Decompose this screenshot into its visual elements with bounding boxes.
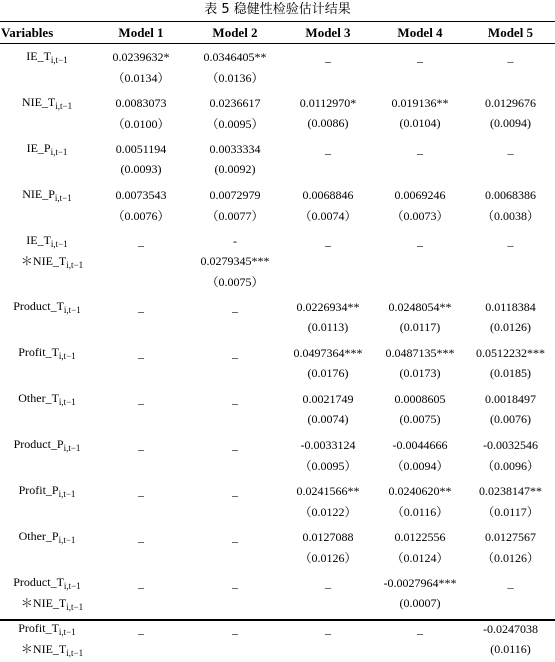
std-error-cell: (0.0094) <box>490 115 531 130</box>
variable-cell <box>0 251 94 271</box>
variable-name: Other_T <box>18 391 59 405</box>
std-error-cell: （0.0126） <box>299 550 357 565</box>
table-row <box>0 340 555 363</box>
variable-cell <box>0 409 94 432</box>
variable-cell <box>0 639 94 662</box>
std-error-cell <box>94 455 188 478</box>
coefficient-cell: _ <box>417 233 423 248</box>
header-model-3: Model 3 <box>305 25 351 40</box>
variable-cell <box>0 182 94 205</box>
coefficient-cell: _ <box>507 233 514 248</box>
coefficient-cell: 0.0240620** <box>388 483 452 498</box>
variable-subscript: i,t−1 <box>66 260 84 270</box>
table-row <box>0 639 555 662</box>
table-row <box>0 251 555 271</box>
std-error-cell <box>94 639 188 662</box>
variable-cell <box>0 113 94 136</box>
table-row <box>0 90 555 113</box>
header-model-1: Model 1 <box>118 25 164 40</box>
coefficient-cell: _ <box>325 233 331 248</box>
variable-cell <box>0 317 94 340</box>
coefficient-cell: _ <box>417 141 423 156</box>
std-error-cell <box>282 593 374 616</box>
results-table <box>0 22 555 662</box>
coefficient-cell: _ <box>138 575 144 590</box>
coefficient-cell: 0.0021749 <box>302 391 354 406</box>
coefficient-cell: 0.0346405** <box>203 49 267 64</box>
std-error-cell: （0.0076） <box>112 208 170 223</box>
std-error-cell: (0.0126) <box>490 319 531 334</box>
coefficient-cell: _ <box>138 483 144 498</box>
variable-subscript: i,t−1 <box>66 602 84 612</box>
std-error-cell: （0.0077） <box>206 208 264 223</box>
coefficient-cell: 0.0497364*** <box>293 345 363 360</box>
coefficient-cell: _ <box>232 437 238 452</box>
table-row <box>0 478 555 501</box>
variable-name: ＊NIE_T <box>20 596 67 610</box>
std-error-cell: (0.0185) <box>490 365 531 380</box>
table-row <box>0 205 555 228</box>
coefficient-cell: -0.0032546 <box>483 437 538 452</box>
coefficient-cell: 0.0239632* <box>112 49 170 64</box>
variable-cell <box>0 228 94 251</box>
variable-name: NIE_P <box>22 187 55 201</box>
variable-subscript: i,t−1 <box>55 101 73 111</box>
std-error-cell: (0.0076) <box>490 411 531 426</box>
coefficient-cell: -0.0247038 <box>483 621 538 636</box>
variable-subscript: i,t−1 <box>58 535 76 545</box>
coefficient-cell: 0.0068386 <box>485 187 536 202</box>
std-error-cell <box>94 363 188 386</box>
variable-cell <box>0 432 94 455</box>
std-error-cell: （0.0124） <box>391 550 449 565</box>
coefficient-cell: 0.0238147** <box>479 483 542 498</box>
coefficient-cell: 0.0018497 <box>485 391 536 406</box>
std-error-cell <box>466 159 555 182</box>
table-row <box>0 44 555 67</box>
coefficient-cell: _ <box>507 141 514 156</box>
coefficient-cell: - <box>233 233 237 248</box>
coefficient-cell: _ <box>138 529 144 544</box>
coefficient-cell: _ <box>138 345 144 360</box>
std-error-cell <box>94 547 188 570</box>
coefficient-cell: _ <box>417 621 423 636</box>
std-error-cell <box>282 639 374 662</box>
std-error-cell: (0.0117) <box>399 319 441 334</box>
std-error-cell <box>94 501 188 524</box>
std-error-cell: (0.0104) <box>399 115 441 130</box>
table-row <box>0 524 555 547</box>
variable-name: Product_T <box>13 575 64 589</box>
variable-subscript: i,t−1 <box>63 443 81 453</box>
std-error-cell: (0.0007) <box>399 595 441 610</box>
coefficient-cell: 0.0236617 <box>209 95 261 110</box>
coefficient-cell: 0.0127088 <box>302 529 354 544</box>
coefficient-cell: 0.0487135*** <box>385 345 455 360</box>
std-error-cell: （0.0074） <box>299 208 357 223</box>
std-error-cell <box>188 317 282 340</box>
coefficient-cell: -0.0027964*** <box>383 575 457 590</box>
coefficient-cell: _ <box>138 621 144 636</box>
coefficient-cell <box>374 251 466 271</box>
variable-cell <box>0 547 94 570</box>
coefficient-cell: _ <box>325 49 331 64</box>
table-row <box>0 363 555 386</box>
coefficient-cell <box>282 251 374 271</box>
table-row <box>0 501 555 524</box>
table-row <box>0 113 555 136</box>
std-error-cell <box>188 593 282 616</box>
std-error-cell <box>94 409 188 432</box>
coefficient-cell: 0.019136** <box>391 95 449 110</box>
variable-name: Profit_P <box>18 483 59 497</box>
coefficient-cell: _ <box>417 49 423 64</box>
variable-subscript: i,t−1 <box>63 581 81 591</box>
table-row <box>0 136 555 159</box>
variable-name: ＊NIE_T <box>20 642 67 656</box>
std-error-cell: (0.0173) <box>399 365 441 380</box>
std-error-cell <box>282 271 374 294</box>
coefficient-cell <box>94 251 188 271</box>
table-row <box>0 67 555 90</box>
std-error-cell: （0.0122） <box>299 504 357 519</box>
table-row <box>0 228 555 251</box>
variable-cell <box>0 271 94 294</box>
variable-cell <box>0 363 94 386</box>
variable-cell <box>0 205 94 228</box>
variable-name: Product_T <box>13 299 64 313</box>
std-error-cell: （0.0126） <box>481 550 539 565</box>
std-error-cell: （0.0100） <box>112 116 170 131</box>
coefficient-cell: 0.0083073 <box>115 95 167 110</box>
std-error-cell <box>466 67 555 90</box>
variable-subscript: i,t−1 <box>54 193 72 203</box>
variable-subscript: i,t−1 <box>58 489 76 499</box>
coefficient-cell: _ <box>232 299 238 314</box>
std-error-cell <box>188 363 282 386</box>
header-model-5: Model 5 <box>487 25 534 40</box>
table-row <box>0 182 555 205</box>
coefficient-cell: _ <box>507 575 514 590</box>
coefficient-cell: 0.0279345*** <box>200 253 270 268</box>
table-row <box>0 317 555 340</box>
std-error-cell: （0.0117） <box>482 504 539 519</box>
coefficient-cell: _ <box>325 575 331 590</box>
header-model-4: Model 4 <box>397 25 443 40</box>
variable-cell <box>0 524 94 547</box>
coefficient-cell: _ <box>232 621 238 636</box>
std-error-cell <box>282 159 374 182</box>
std-error-cell: （0.0136） <box>206 70 264 85</box>
variable-cell <box>0 478 94 501</box>
std-error-cell <box>188 409 282 432</box>
std-error-cell: （0.0038） <box>481 208 539 223</box>
std-error-cell: (0.0176) <box>307 365 349 380</box>
variable-name: Profit_T <box>18 621 59 635</box>
coefficient-cell: 0.0241566** <box>296 483 360 498</box>
coefficient-cell: 0.0072979 <box>209 187 261 202</box>
variable-subscript: i,t−1 <box>63 305 81 315</box>
variable-cell <box>0 455 94 478</box>
variable-cell <box>0 294 94 317</box>
coefficient-cell: _ <box>138 437 144 452</box>
variable-cell <box>0 501 94 524</box>
coefficient-cell: 0.0068846 <box>302 187 354 202</box>
variable-name: IE_P <box>26 141 51 155</box>
std-error-cell <box>374 67 466 90</box>
std-error-cell: （0.0094） <box>391 458 449 473</box>
coefficient-cell: 0.0248054** <box>388 299 452 314</box>
coefficient-cell: 0.0051194 <box>115 141 167 156</box>
coefficient-cell: 0.0127567 <box>485 529 536 544</box>
header-row <box>0 22 555 44</box>
table-row <box>0 570 555 593</box>
variable-cell <box>0 593 94 616</box>
std-error-cell <box>374 639 466 662</box>
coefficient-cell: _ <box>232 575 238 590</box>
std-error-cell <box>188 547 282 570</box>
table-row <box>0 409 555 432</box>
coefficient-cell: 0.0033334 <box>209 141 261 156</box>
variable-name: Product_P <box>13 437 64 451</box>
table-row <box>0 616 555 639</box>
std-error-cell: （0.0116） <box>391 504 449 519</box>
variable-name: NIE_T <box>21 95 56 109</box>
coefficient-cell: 0.0008605 <box>394 391 446 406</box>
variable-subscript: i,t−1 <box>50 55 68 65</box>
std-error-cell <box>188 455 282 478</box>
coefficient-cell: 0.0512232*** <box>476 345 545 360</box>
coefficient-cell: _ <box>138 391 144 406</box>
variable-cell <box>0 136 94 159</box>
variable-subscript: i,t−1 <box>58 351 76 361</box>
coefficient-cell: -0.0044666 <box>392 437 448 452</box>
std-error-cell <box>188 501 282 524</box>
variable-subscript: i,t−1 <box>50 147 68 157</box>
coefficient-cell: _ <box>138 233 144 248</box>
variable-cell <box>0 570 94 593</box>
variable-name: Profit_T <box>18 345 59 359</box>
std-error-cell: （0.0095） <box>206 116 264 131</box>
coefficient-cell: 0.0118384 <box>485 299 536 314</box>
coefficient-cell: _ <box>232 391 238 406</box>
std-error-cell: (0.0074) <box>307 411 349 426</box>
variable-cell <box>0 159 94 182</box>
std-error-cell: （0.0096） <box>481 458 539 473</box>
std-error-cell <box>188 639 282 662</box>
header-model-2: Model 2 <box>212 25 258 40</box>
std-error-cell: （0.0075） <box>206 274 264 289</box>
std-error-cell <box>282 67 374 90</box>
table-row <box>0 432 555 455</box>
table-row <box>0 547 555 570</box>
variable-name: ＊NIE_T <box>20 254 67 268</box>
variable-cell <box>0 616 94 639</box>
variable-cell <box>0 90 94 113</box>
table-row <box>0 271 555 294</box>
table-row <box>0 593 555 616</box>
table-row <box>0 455 555 478</box>
variable-cell <box>0 386 94 409</box>
coefficient-cell: 0.0122556 <box>394 529 446 544</box>
table-row <box>0 294 555 317</box>
std-error-cell <box>466 593 555 616</box>
std-error-cell <box>94 593 188 616</box>
variable-name: IE_T <box>26 233 51 247</box>
coefficient-cell: 0.0069246 <box>394 187 446 202</box>
table-caption: 表 5 稳健性检验估计结果 <box>204 2 351 17</box>
std-error-cell: （0.0134） <box>112 70 170 85</box>
coefficient-cell: _ <box>138 299 144 314</box>
coefficient-cell: _ <box>232 529 238 544</box>
coefficient-cell: _ <box>325 621 331 636</box>
coefficient-cell: _ <box>232 483 238 498</box>
variable-cell <box>0 340 94 363</box>
coefficient-cell: 0.0112970* <box>299 95 357 110</box>
coefficient-cell <box>466 251 555 271</box>
std-error-cell: （0.0095） <box>299 458 357 473</box>
std-error-cell: (0.0116) <box>490 641 531 656</box>
table-row <box>0 159 555 182</box>
coefficient-cell: _ <box>507 49 514 64</box>
std-error-cell <box>374 159 466 182</box>
variable-cell <box>0 44 94 67</box>
std-error-cell: （0.0073） <box>391 208 449 223</box>
std-error-cell <box>94 271 188 294</box>
std-error-cell: (0.0075) <box>399 411 441 426</box>
coefficient-cell: -0.0033124 <box>300 437 356 452</box>
header-variables: Variables <box>1 25 54 40</box>
variable-cell <box>0 67 94 90</box>
coefficient-cell: 0.0129676 <box>485 95 536 110</box>
coefficient-cell: _ <box>232 345 238 360</box>
std-error-cell: (0.0092) <box>214 161 256 176</box>
table-row <box>0 386 555 409</box>
std-error-cell: (0.0093) <box>120 161 162 176</box>
variable-subscript: i,t−1 <box>50 239 68 249</box>
coefficient-cell: _ <box>325 141 331 156</box>
std-error-cell <box>466 271 555 294</box>
coefficient-cell: 0.0073543 <box>115 187 167 202</box>
variable-subscript: i,t−1 <box>58 627 76 637</box>
variable-name: IE_T <box>26 49 51 63</box>
variable-subscript: i,t−1 <box>58 397 76 407</box>
results-body <box>0 44 555 662</box>
variable-subscript: i,t−1 <box>66 648 84 658</box>
std-error-cell: (0.0086) <box>307 115 349 130</box>
std-error-cell <box>94 317 188 340</box>
std-error-cell: (0.0113) <box>307 319 349 334</box>
coefficient-cell: 0.0226934** <box>296 299 360 314</box>
std-error-cell <box>374 271 466 294</box>
variable-name: Other_P <box>18 529 59 543</box>
